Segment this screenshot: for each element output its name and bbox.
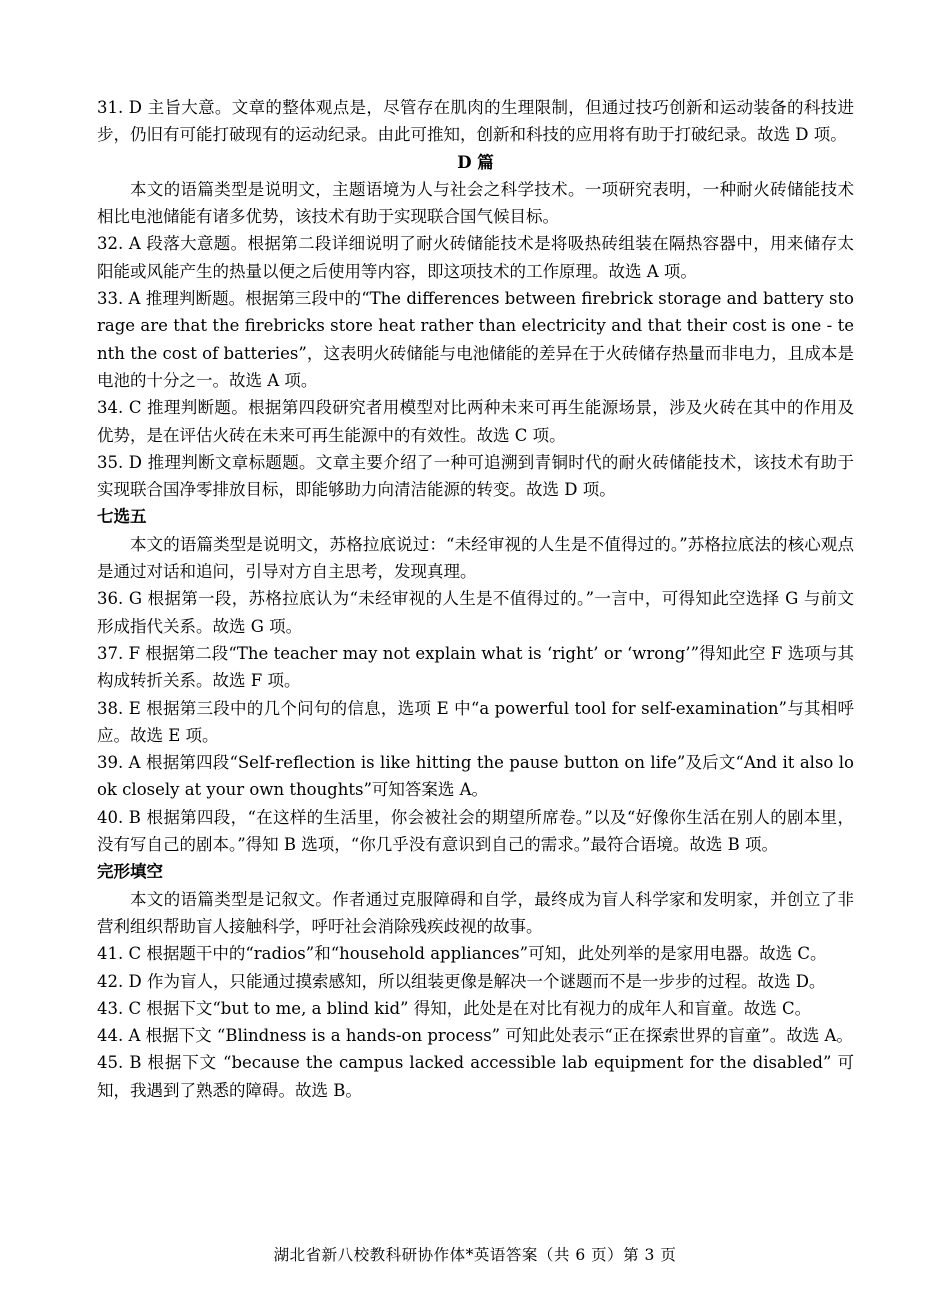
section-d-intro: 本文的语篇类型是说明文，主题语境为人与社会之科学技术。一项研究表明，一种耐火砖储能技术相比电池储能有诸多优势，该技术有助于实现联合国气候目标。	[97, 179, 854, 227]
answer-item-43: 43. C 根据下文“but to me, a blind kid” 得知，此处是在对比有视力的成年人和盲童。故选 C。	[97, 998, 812, 1018]
answer-item-32: 32. A 段落大意题。根据第二段详细说明了耐火砖储能技术是将吸热砖组装在隔热容器中，用来储存太阳能或风能产生的热量以便之后使用等内容，即这项技术的工作原理。故选 A 项。	[97, 234, 854, 281]
cloze-intro: 本文的语篇类型是记叙文。作者通过克服障碍和自学，最终成为盲人科学家和发明家，并创立了非营利组织帮助盲人接触科学，呼吁社会消除残疾歧视的故事。	[97, 889, 854, 936]
cloze-heading: 完形填空	[97, 862, 163, 882]
answer-item-40: 40. B 根据第四段，“在这样的生活里，你会被社会的期望所席卷。”以及“好像你生活在别人的剧本里，没有写自己的剧本。”得知 B 选项，“你几乎没有意识到自己的需求。”最符合语境。故选 B 项。	[97, 807, 854, 855]
seven-of-five-heading: 七选五	[97, 507, 147, 527]
page-footer: 湖北省新八校教科研协作体*英语答案（共 6 页）第 3 页	[273, 1246, 677, 1264]
answer-item-31: 31. D 主旨大意。文章的整体观点是，尽管存在肌肉的生理限制，但通过技巧创新和运动装备的科技进步，仍旧有可能打破现有的运动纪录。由此可推知，创新和科技的应用将有助于打破纪录。故选 D 项。	[97, 98, 854, 145]
seven-of-five-intro: 本文的语篇类型是说明文，苏格拉底说过：“未经审视的人生是不值得过的。”苏格拉底法的核心观点是通过对话和追问，引导对方自主思考，发现真理。	[97, 534, 854, 582]
answer-item-38: 38. E 根据第三段中的几个问句的信息，选项 E 中“a powerful tool for self-examination”与其相呼应。故选 E 项。	[97, 698, 854, 745]
answer-item-41: 41. C 根据题干中的“radios”和“household appliances”可知，此处列举的是家用电器。故选 C。	[97, 944, 827, 964]
answer-item-34: 34. C 推理判断题。根据第四段研究者用模型对比两种未来可再生能源场景，涉及火砖在其中的作用及优势，是在评估火砖在未来可再生能源中的有效性。故选 C 项。	[97, 398, 854, 445]
answer-item-39: 39. A 根据第四段“Self-reflection is like hitting the pause button on life”及后文“And it also look closely at your own thoughts”可知答案选 A。	[97, 753, 854, 800]
answer-item-44: 44. A 根据下文 “Blindness is a hands-on process” 可知此处表示“正在探索世界的盲童”。故选 A。	[97, 1026, 853, 1046]
answer-item-42: 42. D 作为盲人，只能通过摸索感知，所以组装更像是解决一个谜题而不是一步步的过程。故选 D。	[97, 971, 826, 991]
answer-item-36: 36. G 根据第一段，苏格拉底认为“未经审视的人生是不值得过的。”一言中，可得知此空选择 G 与前文形成指代关系。故选 G 项。	[97, 589, 854, 636]
answer-item-35: 35. D 推理判断文章标题题。文章主要介绍了一种可追溯到青铜时代的耐火砖储能技术，该技术有助于实现联合国净零排放目标，即能够助力向清洁能源的转变。故选 D 项。	[97, 452, 854, 500]
answer-item-33: 33. A 推理判断题。根据第三段中的“The differences between firebrick storage and battery storage are that the firebricks store heat rather than electricity and that their cost is one - tenth the cost of batteries”，这表明火砖储能与电池储能的差异在于火砖储存热量而非电力，且成本是电池的十分之一。故选 A 项。	[97, 289, 854, 390]
answer-item-45: 45. B 根据下文 “because the campus lacked accessible lab equipment for the disabled” 可知，我遇到了熟悉的障碍。故选 B。	[97, 1053, 854, 1100]
answer-item-37: 37. F 根据第二段“The teacher may not explain what is ‘right’ or ‘wrong’”得知此空 F 选项与其构成转折关系。故选 F 项。	[97, 643, 854, 691]
answer-document	[97, 94, 854, 1104]
section-d-heading: D 篇	[457, 152, 494, 172]
